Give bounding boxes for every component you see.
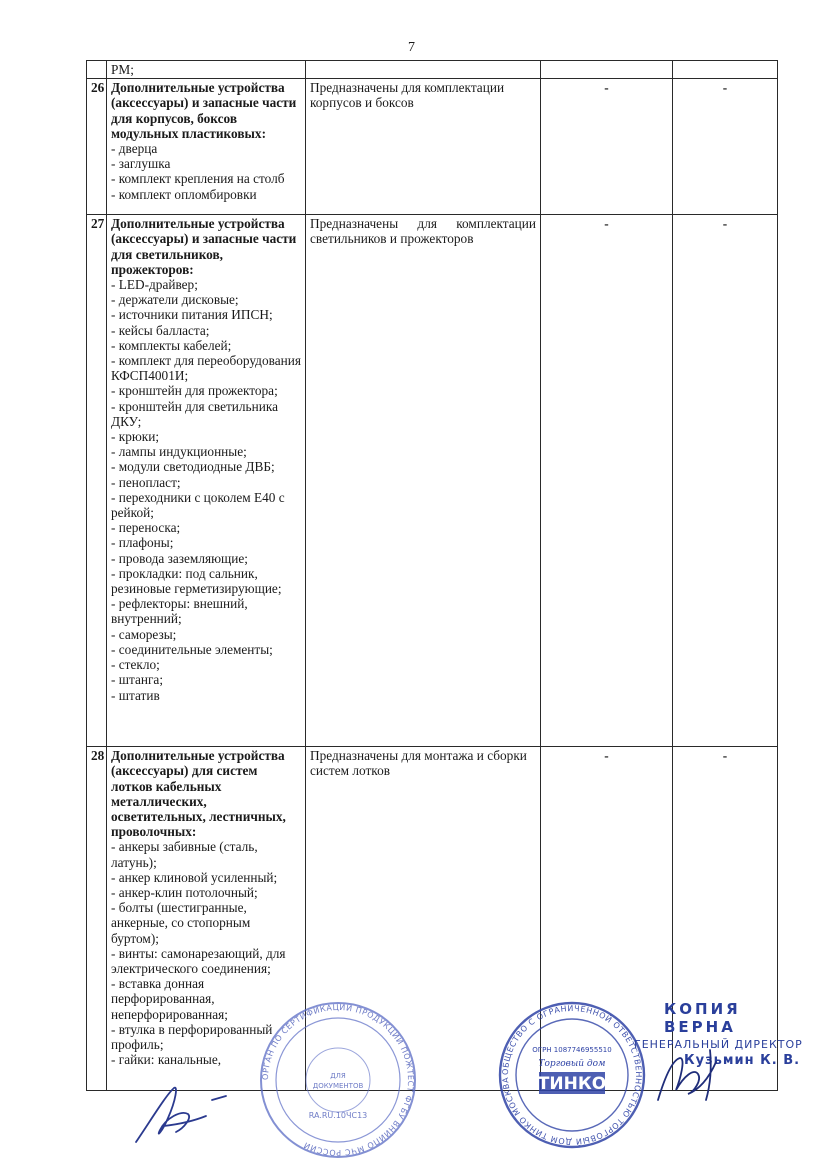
list-item: - крюки; xyxy=(111,429,160,445)
list-item: - комплект крепления на столб xyxy=(111,171,285,187)
list-item: - переходники с цоколем Е40 с рейкой; xyxy=(111,489,285,521)
svg-text:RA.RU.10ЧС13: RA.RU.10ЧС13 xyxy=(308,1111,368,1120)
row-col5: - xyxy=(673,747,778,1091)
list-item: - источники питания ИПСН; xyxy=(111,307,273,323)
fragment-text: РМ; xyxy=(107,61,306,79)
list-item: - болты (шестигранные, анкерные, со стопорным буртом); xyxy=(111,900,251,946)
list-item: - саморезы; xyxy=(111,626,177,642)
row-col5: - xyxy=(673,79,778,215)
company-stamp-icon xyxy=(497,1000,647,1150)
company-stamp xyxy=(497,1000,647,1150)
list-item: - держатели дисковые; xyxy=(111,292,239,308)
row-description: Предназначены для монтажа и сборки систем лотков xyxy=(306,747,541,1091)
list-item: - прокладки: под сальник, резиновые герметизирующие; xyxy=(111,565,282,597)
svg-text:ОБЩЕСТВО С ОГРАНИЧЕННОЙ ОТВЕТС: ОБЩЕСТВО С ОГРАНИЧЕННОЙ ОТВЕТСТВЕННОСТЬЮ ТОРГОВЫЙ ДОМ ТИНКО МОСКВА xyxy=(500,1003,644,1147)
list-item: - кейсы балласта; xyxy=(111,322,210,338)
signature-left-icon xyxy=(126,1080,236,1150)
row-description: Предназначены для комплектации светильников и прожекторов xyxy=(306,215,541,747)
list-item: - штатив xyxy=(111,687,160,703)
list-item: - кронштейн для светильника ДКУ; xyxy=(111,398,278,429)
table-row xyxy=(87,215,778,747)
list-item: - анкер-клин потолочный; xyxy=(111,885,258,901)
list-item: - винты: самонарезающий, для электрического соединения; xyxy=(111,945,286,977)
list-item: - лампы индукционные; xyxy=(111,444,247,460)
svg-text:ТИНКО: ТИНКО xyxy=(537,1074,607,1094)
row-col4: - xyxy=(541,747,673,1091)
row-name-cell xyxy=(107,215,306,747)
list-item: - комплект для переоборудования КФСП4001И; xyxy=(111,353,301,384)
row-number: 28 xyxy=(87,747,107,1091)
row-items xyxy=(111,141,301,202)
list-item: - провода заземляющие; xyxy=(111,550,248,566)
row-col5: - xyxy=(673,215,778,747)
list-item: - пенопласт; xyxy=(111,474,181,490)
list-item: - плафоны; xyxy=(111,535,174,551)
row-category: Дополнительные устройства (аксессуары) и запасные части для светильников, прожекторов: xyxy=(111,216,297,277)
list-item: - анкеры забивные (сталь, латунь); xyxy=(111,839,258,870)
signature-right-icon xyxy=(650,1040,730,1110)
list-item: - рефлекторы: внешний, внутренний; xyxy=(111,596,248,627)
certification-stamp xyxy=(258,1000,418,1160)
svg-text:ОГРН 1087746955510: ОГРН 1087746955510 xyxy=(532,1046,612,1054)
list-item: - стекло; xyxy=(111,657,160,673)
list-item: - вставка донная перфорированная, неперфорированная; xyxy=(111,976,228,1022)
table-row xyxy=(87,79,778,215)
list-item: - анкер клиновой усиленный; xyxy=(111,869,278,885)
goods-table xyxy=(86,60,778,1091)
certification-stamp-icon xyxy=(258,1000,418,1160)
list-item: - комплект опломбировки xyxy=(111,186,257,202)
row-number: 27 xyxy=(87,215,107,747)
list-item: - переноска; xyxy=(111,520,181,536)
page-number: 7 xyxy=(408,40,415,55)
table-row-fragment xyxy=(87,61,778,79)
svg-text:ОРГАН ПО СЕРТИФИКАЦИИ ПРОДУКЦИ: ОРГАН ПО СЕРТИФИКАЦИИ ПРОДУКЦИИ ПОЖТЕСТ ФГБУ ВНИИПО МЧС РОССИИ xyxy=(260,1002,416,1158)
row-category: Дополнительные устройства (аксессуары) и запасные части для корпусов, боксов модульных пластиковых: xyxy=(111,80,297,141)
row-name-cell xyxy=(107,79,306,215)
row-col4: - xyxy=(541,79,673,215)
list-item: - втулка в перфорированный профиль; xyxy=(111,1021,273,1053)
list-item: - штанга; xyxy=(111,672,164,688)
list-item: - модули светодиодные ДВБ; xyxy=(111,459,275,475)
list-item: - соединительные элементы; xyxy=(111,641,273,657)
svg-text:ДОКУМЕНТОВ: ДОКУМЕНТОВ xyxy=(312,1082,364,1090)
list-item: - заглушка xyxy=(111,156,171,172)
row-items xyxy=(111,277,301,703)
row-category: Дополнительные устройства (аксессуары) для систем лотков кабельных металлических, осветительных, лестничных, проволочных: xyxy=(111,748,286,840)
list-item: - дверца xyxy=(111,141,158,157)
list-item: - LED-драйвер; xyxy=(111,277,198,293)
list-item: - комплекты кабелей; xyxy=(111,337,232,353)
row-col4: - xyxy=(541,215,673,747)
svg-text:ДЛЯ: ДЛЯ xyxy=(330,1072,346,1080)
row-number: 26 xyxy=(87,79,107,215)
svg-text:Торговый дом: Торговый дом xyxy=(538,1059,606,1069)
list-item: - кронштейн для прожектора; xyxy=(111,383,278,399)
copy-certified-title: КОПИЯ ВЕРНА xyxy=(664,1000,741,1036)
copy-certified-name: Кузьмин К. В. xyxy=(684,1053,801,1068)
row-description: Предназначены для комплектации корпусов и боксов xyxy=(306,79,541,215)
copy-certified-position: ГЕНЕРАЛЬНЫЙ ДИРЕКТОР xyxy=(634,1038,803,1051)
list-item: - гайки: канальные, xyxy=(111,1052,222,1068)
